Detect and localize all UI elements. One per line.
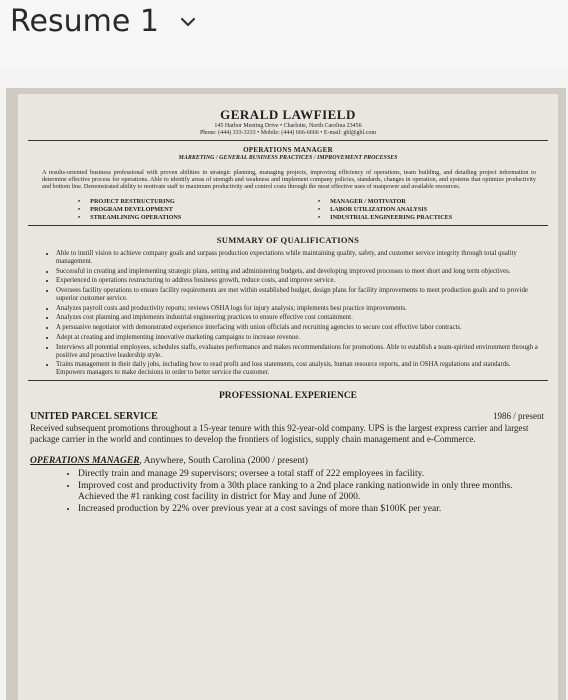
divider (28, 380, 548, 381)
position-title: OPERATIONS MANAGER (30, 456, 140, 467)
experience-heading: PROFESSIONAL EXPERIENCE (218, 391, 358, 402)
title-row (10, 4, 199, 39)
company-description: Received subsequent promotions throughout a 15-year tenure with this 92-year-old company. UPS is the largest express carrier and largest package carrier in the world and continues to develop the frontiers of logistics, supply chain management and e-Commerce. (30, 423, 529, 445)
header-bar (0, 0, 568, 70)
qualification-item: • Able to instill vision to achieve company goals and surpass production expectations while maintaining quality, safety, and customer service integrity through total quality management. (56, 250, 540, 266)
target-title: OPERATIONS MANAGER (243, 146, 333, 154)
document-title: Resume 1 (10, 4, 159, 39)
company-row (30, 411, 544, 422)
resume-photo (6, 88, 566, 700)
qualification-item: • Analyzes cost planning and implements industrial engineering practices to ensure effective cost containment. (56, 314, 540, 322)
position-location: , Anywhere, South Carolina (2000 / present) (139, 456, 308, 467)
chevron-down-icon[interactable] (177, 11, 199, 33)
qualification-item: • A persuasive negotiator with demonstrated experience interfacing with union officials and recruiting agencies to secure cost effective labor contracts. (56, 324, 540, 332)
duty-item: • Increased production by 22% over previous year at a cost savings of more than $100K per year. (78, 504, 546, 515)
qualification-item: • Analyzes payroll costs and productivity reports; reviews OSHA logs for injury analysis; implements best practice improvements. (56, 305, 540, 313)
qualification-item: • Experienced in operations restructuring to address business growth, reduce costs, and improve service. (56, 277, 540, 285)
qualification-item: • Oversees facility operations to ensure facility requirements are met within established budget, design plans for facility improvements to meet production goals and to provide superior customer service. (56, 287, 540, 303)
resume-name: GERALD LAWFIELD (220, 107, 356, 122)
intro-paragraph: A results-oriented business professional with proven abilities in strategic planning, managing projects, improving efficiency of operations, team building, and detailing project information to determine effective process for operations. Able to identify areas of strength and weakness and implement company policies, standards, changes in operation, and systems that optimize productivity and bottom line. Demonstrated ability to motivate staff to maximum productivity and control costs through the most effective uses of manpower and available resources. (42, 169, 536, 190)
skill-item: • LABOR UTILIZATION ANALYSIS (318, 206, 518, 214)
resume-address: 145 Harbor Meeting Drive • Charlotte, North Carolina 23456 (214, 123, 362, 129)
qualification-item: • Successful in creating and implementing strategic plans, setting and administering budgets, and developing improved processes to meet short and long term objectives. (56, 268, 540, 276)
qualification-item: • Adept at creating and implementing innovative marketing campaigns to increase revenue. (56, 334, 540, 342)
duty-item: • Improved cost and productivity from a 30th place ranking to a 2nd place ranking nationwide in only three months. Achieved the #1 ranking cost facility in district for May and June of 2000. (78, 481, 546, 503)
skills-list (78, 198, 518, 222)
chevron-down-icon-svg (181, 17, 195, 27)
resume-page (18, 94, 558, 700)
divider (28, 225, 548, 226)
divider (28, 140, 548, 141)
qualifications-list (38, 250, 540, 377)
qualification-item: • Trains management in their daily jobs, including how to read profit and loss statements, cost analysis, human resource reports, and in OSHA regulations and standards. Empowers managers to make decisions in order to better service the customer. (56, 361, 540, 377)
duties-list (58, 469, 546, 515)
target-subtitle: MARKETING / GENERAL BUSINESS PRACTICES / IMPROVEMENT PROCESSES (178, 155, 398, 161)
skill-item: • PROJECT RESTRUCTURING (78, 198, 278, 206)
skill-item: • MANAGER / MOTIVATOR (318, 198, 518, 206)
skill-item: • INDUSTRIAL ENGINEERING PRACTICES (318, 214, 518, 222)
skill-item: • STREAMLINING OPERATIONS (78, 214, 278, 222)
resume-phone-email: Phone: (444) 333-3333 • Mobile: (444) 666-6666 • E-mail: gbl@gbl.com (199, 130, 377, 136)
company-name: UNITED PARCEL SERVICE (30, 411, 158, 423)
summary-heading: SUMMARY OF QUALIFICATIONS (216, 235, 360, 245)
qualification-item: • Interviews all potential employees, schedules staffs, evaluates performance and makes recommendations for promotions. Able to establish a team-spirited environment through a positive and proactive leadership style. (56, 344, 540, 360)
skill-item: • PROGRAM DEVELOPMENT (78, 206, 278, 214)
position-row (30, 456, 546, 466)
company-years: 1986 / present (493, 411, 544, 422)
duty-item: • Directly train and manage 29 supervisors; oversee a total staff of 222 employees in facility. (78, 469, 546, 480)
